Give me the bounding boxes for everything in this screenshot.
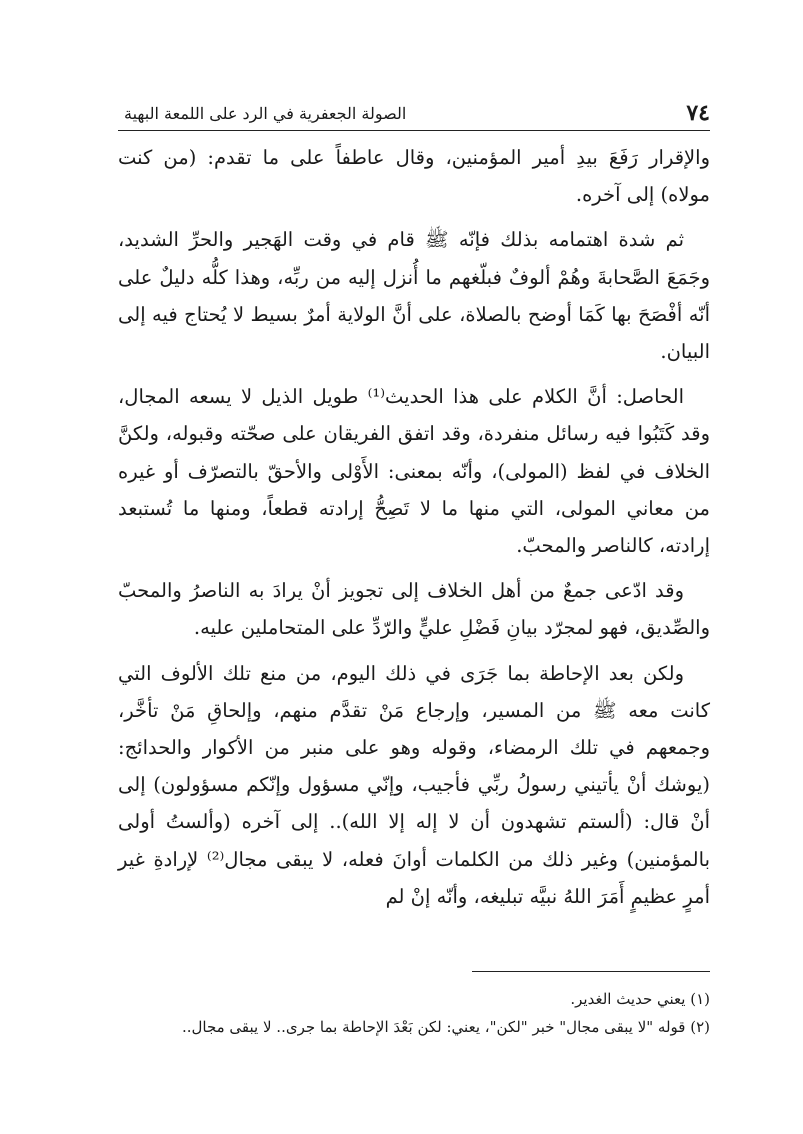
paragraph-1: والإقرار رَفَعَ بيدِ أمير المؤمنين، وقال عاطفاً على ما تقدم: (من كنت مولاه) إلى آخره.	[118, 146, 710, 207]
running-title: الصولة الجعفرية في الرد على اللمعة البهية	[124, 104, 407, 123]
paragraph-2: ثم شدة اهتمامه بذلك فإنّه ﷺ قام في وقت الهَجير والحرِّ الشديد، وجَمَعَ الصَّحابةَ وهُمْ ألوفٌ فبلّغهم ما أُنزل إليه من ربِّه، وهذا كلُّه دليلٌ على أنّه أفْصَحَ بها كَمَا أوضح بالصلاة، على أنَّ الولاية أمرٌ بسيط لا يُحتاج فيه إلى البيان.	[118, 228, 710, 364]
paragraph-4: وقد ادّعى جمعٌ من أهل الخلاف إلى تجويز أنْ يرادَ به الناصرُ والمحبّ والصِّديق، فهو لمجرّد بيانِ فَضْلِ عليٍّ والرّدِّ على المتحاملين عليه.	[118, 579, 710, 640]
paragraph-3: الحاصل: أنَّ الكلام على هذا الحديث⁽¹⁾ طويل الذيل لا يسعه المجال، وقد كَتَبُوا فيه رسائل منفردة، وقد اتفق الفريقان على صحّته وقبوله، ولكنَّ الخلاف في لفظ (المولى)، وأنّه بمعنى: الأَوْلى والأحقّ بالتصرّف أو غيره من معاني المولى، التي منها ما لا تَصِحُّ إرادته قطعاً، ومنها ما تُستبعد إرادته، كالناصر والمحبّ.	[118, 385, 710, 558]
paragraph-5: ولكن بعد الإحاطة بما جَرَى في ذلك اليوم، من منع تلك الألوف التي كانت معه ﷺ من المسير، وإرجاع مَنْ تقدَّم منهم، وإلحاقِ مَنْ تأخَّر، وجمعهم في تلك الرمضاء، وقوله وهو على منبر من الأكوار والحدائج: (يوشك أنْ يأتيني رسولُ ربِّي فأجيب، وإنّي مسؤول وإنّكم مسؤولون) إلى أنْ قال: (ألستم تشهدون أن لا إله إلا الله).. إلى آخره (وألستُ أولى بالمؤمنين) وغير ذلك من الكلمات أوانَ فعله، لا يبقى مجال⁽²⁾ لإرادةِ غير أمرٍ عظيمٍ أَمَرَ اللهُ نبيَّه تبليغه، وأنّه إنْ لم	[118, 661, 710, 908]
footnote-2: (٢) قوله "لا يبقى مجال" خبر "لكن"، يعني: لكن بَعْدَ الإحاطة بما جرى.. لا يبقى مجال..	[181, 1018, 710, 1036]
page-number: ٧٤	[686, 100, 710, 126]
body-text	[118, 139, 710, 915]
book-page	[118, 92, 710, 1094]
footnote-1: (١) يعني حديث الغدير.	[570, 990, 710, 1008]
page-header	[118, 92, 710, 131]
footnotes	[118, 985, 710, 1041]
footnote-divider	[472, 971, 710, 972]
